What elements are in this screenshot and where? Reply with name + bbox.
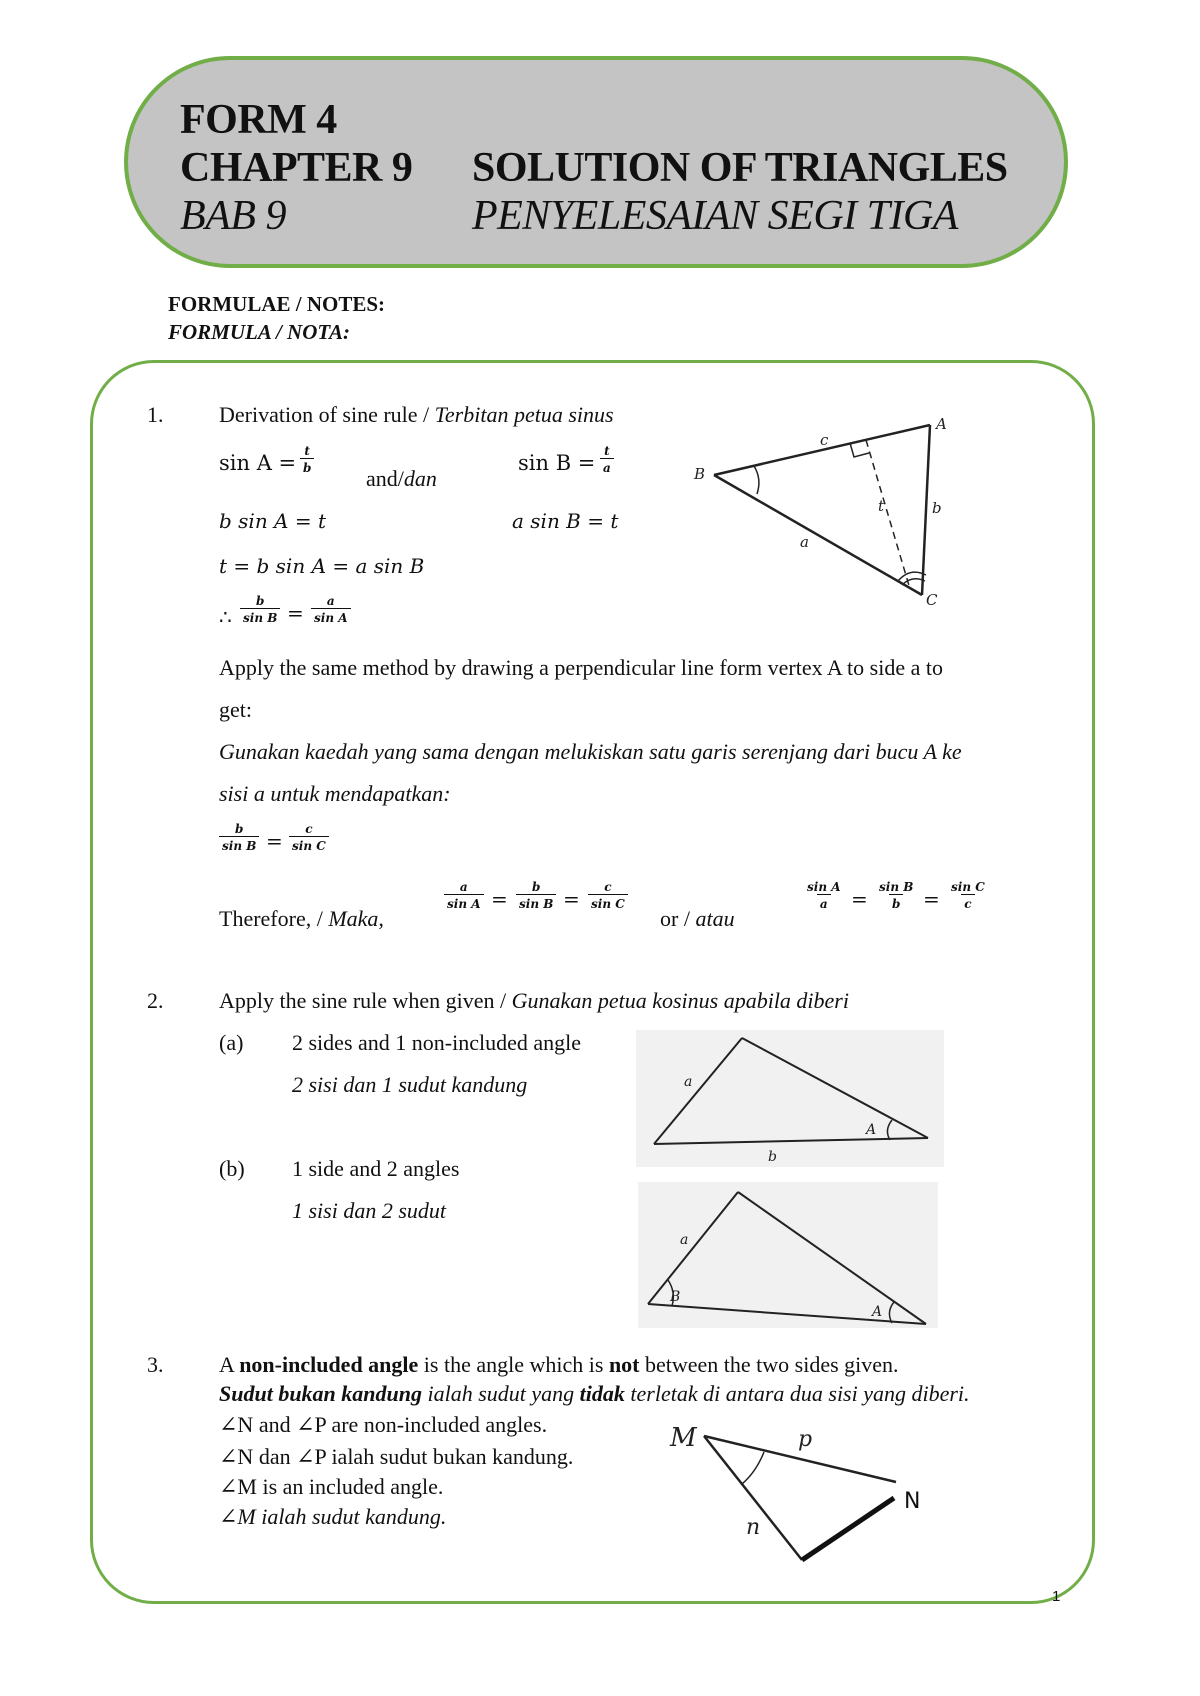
- triangle-two-sides-figure: [636, 1030, 944, 1167]
- notes-heading-ms: FORMULA / NOTA:: [168, 320, 351, 344]
- section3-line5: ∠M is an included angle.: [219, 1474, 444, 1499]
- frac-den: b: [889, 894, 903, 911]
- section3-line1: [219, 1352, 899, 1378]
- term-sudut-bukan-kandung: Sudut bukan kandung: [219, 1381, 422, 1406]
- frac-a-over-sinA: [311, 594, 351, 625]
- notes-heading-en: FORMULAE / NOTES:: [168, 292, 386, 316]
- frac-num: c: [305, 822, 313, 836]
- text: between the two sides given.: [639, 1352, 899, 1377]
- eq-bsinA: b sin A = t: [219, 509, 327, 533]
- label-a: a: [680, 1232, 689, 1248]
- dan-ms: dan: [403, 466, 437, 491]
- frac-b-over-sinB: [240, 594, 280, 625]
- eq-sinB-lhs: sin B =: [518, 451, 596, 475]
- rule-frac-b: [516, 880, 556, 911]
- alt-frac-c: [948, 880, 988, 911]
- label-N: N: [904, 1489, 921, 1514]
- therefore-text: [219, 906, 384, 932]
- label-n: n: [746, 1515, 761, 1540]
- emphasis-not: not: [608, 1352, 640, 1377]
- frac-num: b: [255, 594, 265, 608]
- page-number: 1: [1052, 1588, 1061, 1605]
- alt-frac-a: [804, 880, 844, 911]
- section2-title-en: Apply the sine rule when given /: [219, 988, 512, 1013]
- frac-den: sin C: [289, 836, 329, 853]
- item-b-en: 1 side and 2 angles: [292, 1156, 460, 1181]
- therefore-ms: Maka,: [328, 906, 384, 931]
- equals-sign: =: [563, 887, 580, 911]
- text: is the angle which is: [418, 1352, 609, 1377]
- section2-title: [219, 988, 849, 1014]
- item-b-label: (b): [219, 1156, 245, 1181]
- text: A: [219, 1352, 240, 1377]
- frac-b-over-sinB-2: [219, 822, 259, 853]
- label-b: b: [768, 1149, 777, 1165]
- section3-line3: ∠N and ∠P are non-included angles.: [219, 1412, 548, 1437]
- frac-num: a: [459, 880, 468, 894]
- frac-num: sin C: [951, 880, 985, 894]
- triangle-abc-figure: [690, 415, 950, 605]
- label-B: B: [670, 1289, 681, 1305]
- label-p: p: [798, 1427, 813, 1452]
- eq-asinB: a sin B = t: [512, 509, 619, 533]
- frac-t-over-b: [300, 444, 314, 475]
- eq-t: t = b sin A = a sin B: [219, 554, 425, 578]
- item-a-label: (a): [219, 1030, 244, 1055]
- apply-ms-2: sisi a untuk mendapatkan:: [219, 781, 451, 806]
- section1-title-ms: Terbitan petua sinus: [434, 402, 614, 427]
- frac-den: sin A: [444, 894, 484, 911]
- triangle-two-angles-figure: [638, 1182, 938, 1328]
- rule-frac-a: [444, 880, 484, 911]
- label-A: A: [936, 415, 947, 433]
- apply-en-2: get:: [219, 697, 252, 722]
- section3-line4: ∠N dan ∠P ialah sudut bukan kandung.: [219, 1444, 574, 1469]
- item-a-en: 2 sides and 1 non-included angle: [292, 1030, 581, 1055]
- section2-number: 2.: [147, 988, 164, 1013]
- frac-num: t: [604, 444, 610, 458]
- or-text: [660, 906, 735, 932]
- frac-num: sin B: [879, 880, 914, 894]
- chapter-title: SOLUTION OF TRIANGLES: [472, 145, 1008, 191]
- section1-title: [219, 402, 614, 428]
- bab-title: PENYELESAIAN SEGI TIGA: [472, 193, 958, 239]
- equals-sign: =: [287, 601, 304, 625]
- rule-frac-c: [588, 880, 628, 911]
- therefore-en: Therefore, /: [219, 906, 329, 931]
- term-non-included-angle: non-included angle: [239, 1352, 419, 1377]
- label-B: B: [694, 465, 706, 483]
- equals-sign: =: [491, 887, 508, 911]
- frac-den: sin B: [240, 608, 280, 625]
- label-c: c: [820, 431, 829, 449]
- text: terletak di antara dua sisi yang diberi.: [624, 1381, 970, 1406]
- frac-num: sin A: [807, 880, 841, 894]
- and-dan: [366, 466, 437, 492]
- frac-den: sin C: [588, 894, 628, 911]
- eq-sinA: [219, 450, 296, 476]
- section3-line6: ∠M ialah sudut kandung.: [219, 1504, 447, 1529]
- form-label: FORM 4: [180, 97, 337, 143]
- frac-den: a: [817, 894, 831, 911]
- equals-sign: =: [923, 887, 940, 911]
- chapter-label: CHAPTER 9: [180, 145, 413, 191]
- frac-num: t: [304, 444, 310, 458]
- frac-t-over-a: [600, 444, 614, 475]
- label-b: b: [932, 499, 942, 517]
- apply-en-1: Apply the same method by drawing a perpendicular line form vertex A to side a to: [219, 655, 943, 680]
- eq-sinB: [518, 450, 595, 476]
- frac-num: b: [234, 822, 244, 836]
- label-t: t: [878, 497, 885, 515]
- frac-num: a: [326, 594, 335, 608]
- frac-den: c: [961, 894, 974, 911]
- atau-ms: atau: [695, 906, 735, 931]
- label-a: a: [684, 1074, 693, 1090]
- or-en: or /: [660, 906, 696, 931]
- emphasis-tidak: tidak: [579, 1381, 625, 1406]
- therefore-symbol: ∴: [219, 605, 232, 629]
- triangle-mnp-figure: [664, 1412, 944, 1580]
- label-a: a: [800, 533, 809, 551]
- item-b-ms: 1 sisi dan 2 sudut: [292, 1198, 447, 1223]
- section1-number: 1.: [147, 402, 164, 427]
- frac-den: a: [600, 458, 614, 475]
- label-C: C: [926, 591, 938, 605]
- item-a-ms: 2 sisi dan 1 sudut kandung: [292, 1072, 528, 1097]
- frac-den: sin B: [516, 894, 556, 911]
- label-A: A: [872, 1304, 883, 1320]
- section3-line2: [219, 1381, 970, 1407]
- alt-frac-b: [876, 880, 916, 911]
- frac-den: b: [300, 458, 314, 475]
- section2-title-ms: Gunakan petua kosinus apabila diberi: [511, 988, 849, 1013]
- equals-sign: =: [851, 887, 868, 911]
- label-A: A: [866, 1122, 877, 1138]
- text: ialah sudut yang: [422, 1381, 580, 1406]
- label-M: M: [670, 1423, 697, 1453]
- frac-den: sin B: [219, 836, 259, 853]
- and-en: and/: [366, 466, 404, 491]
- bab-label: BAB 9: [180, 193, 286, 239]
- section1-title-en: Derivation of sine rule /: [219, 402, 435, 427]
- apply-ms-1: Gunakan kaedah yang sama dengan melukiskan satu garis serenjang dari bucu A ke: [219, 739, 962, 764]
- eq-sinA-lhs: sin A =: [219, 451, 297, 475]
- section3-number: 3.: [147, 1352, 164, 1377]
- frac-num: b: [531, 880, 541, 894]
- equals-sign: =: [266, 829, 283, 853]
- frac-c-over-sinC: [289, 822, 329, 853]
- frac-num: c: [604, 880, 612, 894]
- frac-den: sin A: [311, 608, 351, 625]
